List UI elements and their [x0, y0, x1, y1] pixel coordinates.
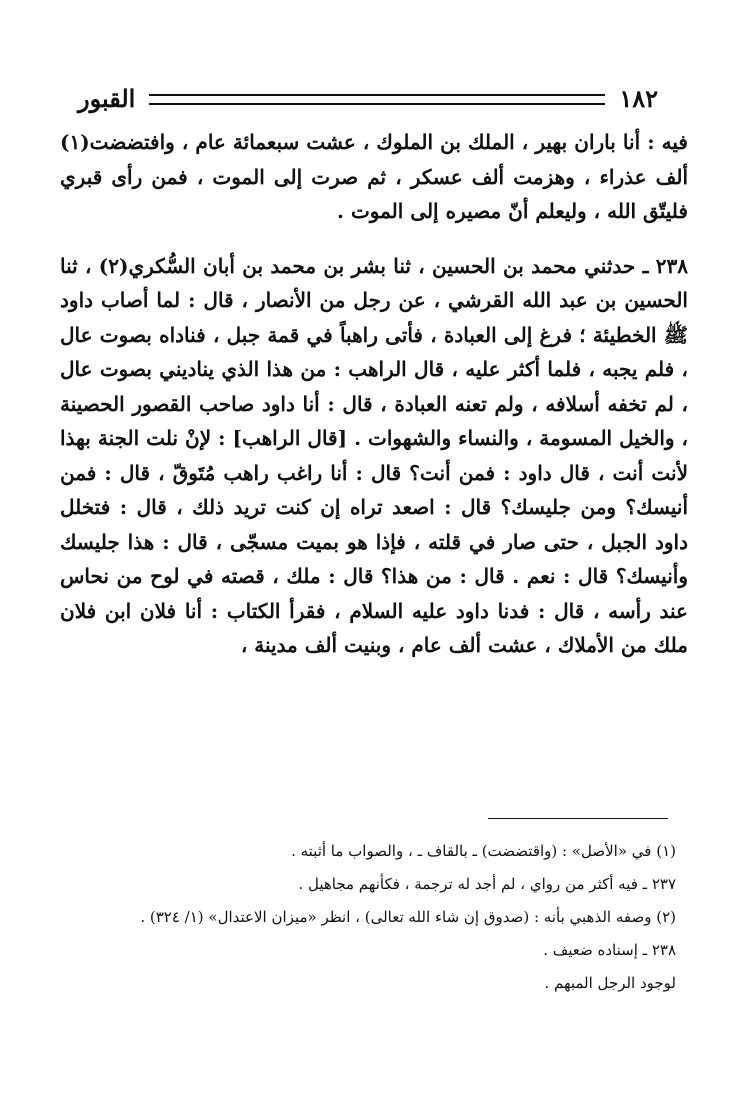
footnote-237: ٢٣٧ ـ فيه أكثر من رواي ، لم أجد له ترجمة ، فكأنهم مجاهيل . [298, 875, 676, 893]
footnote-238: ٢٣٨ ـ إسناده ضعيف . [543, 941, 676, 959]
page-number: ١٨٢ [619, 83, 658, 113]
page-header [78, 78, 658, 118]
footnote-1: (١) في «الأصل» : (واقتضضت) ـ بالقاف ـ ، والصواب ما أثبته . [291, 842, 676, 860]
footnote-238-reason: لوجود الرجل المبهم . [544, 974, 676, 992]
header-rule [149, 94, 605, 105]
footnote-separator [488, 818, 668, 819]
footnotes [60, 835, 676, 1000]
footnote-2: (٢) وصفه الذهبي بأنه : (صدوق إن شاء الله تعالى) ، انظر «ميزان الاعتدال» (١/ ٣٢٤) . [140, 908, 676, 926]
main-text [60, 125, 688, 663]
paragraph-1: فيه : أنا باران بهير ، الملك بن الملوك ، عشت سبعمائة عام ، وافتضضت(١) ألف عذراء ، وهزمت ألف عسكر ، ثم صرت إلى الموت ، فمن رأى قبري فليتّق الله ، وليعلم أنّ مصيره إلى الموت . [60, 130, 688, 223]
running-title: القبور [78, 83, 136, 113]
paragraph-2: ٢٣٨ ـ حدثني محمد بن الحسين ، ثنا بشر بن محمد بن أبان السُّكري(٢) ، ثنا الحسين بن عبد الله القرشي ، عن رجل من الأنصار ، قال : لما أصاب داود ﷺ الخطيئة ؛ فرغ إلى العبادة ، فأتى راهباً في قمة جبل ، فناداه بصوت عال ، فلم يجبه ، فلما أكثر عليه ، قال الراهب : من هذا الذي يناديني بصوت عال ، لم تخفه أسلافه ، ولم تعنه العبادة ، قال : أنا داود صاحب القصور الحصينة ، والخيل المسومة ، والنساء والشهوات . [قال الراهب] : لإنْ نلت الجنة بهذا لأنت أنت ، قال داود : فمن أنت؟ قال : أنا راغب راهب مُتَوقّ ، قال : فمن أنيسك؟ ومن جليسك؟ قال : اصعد تراه إن كنت تريد ذلك ، قال : فتخلل داود الجبل ، حتى صار في قلته ، فإذا هو بميت مسجّى ، قال : هذا جليسك وأنيسك؟ قال : نعم . قال : من هذا؟ قال : ملك ، قصته في لوح من نحاس عند رأسه ، قال : فدنا داود عليه السلام ، فقرأ الكتاب : أنا فلان ابن فلان ملك من الأملاك ، عشت ألف عام ، وبنيت ألف مدينة ، [60, 253, 688, 657]
